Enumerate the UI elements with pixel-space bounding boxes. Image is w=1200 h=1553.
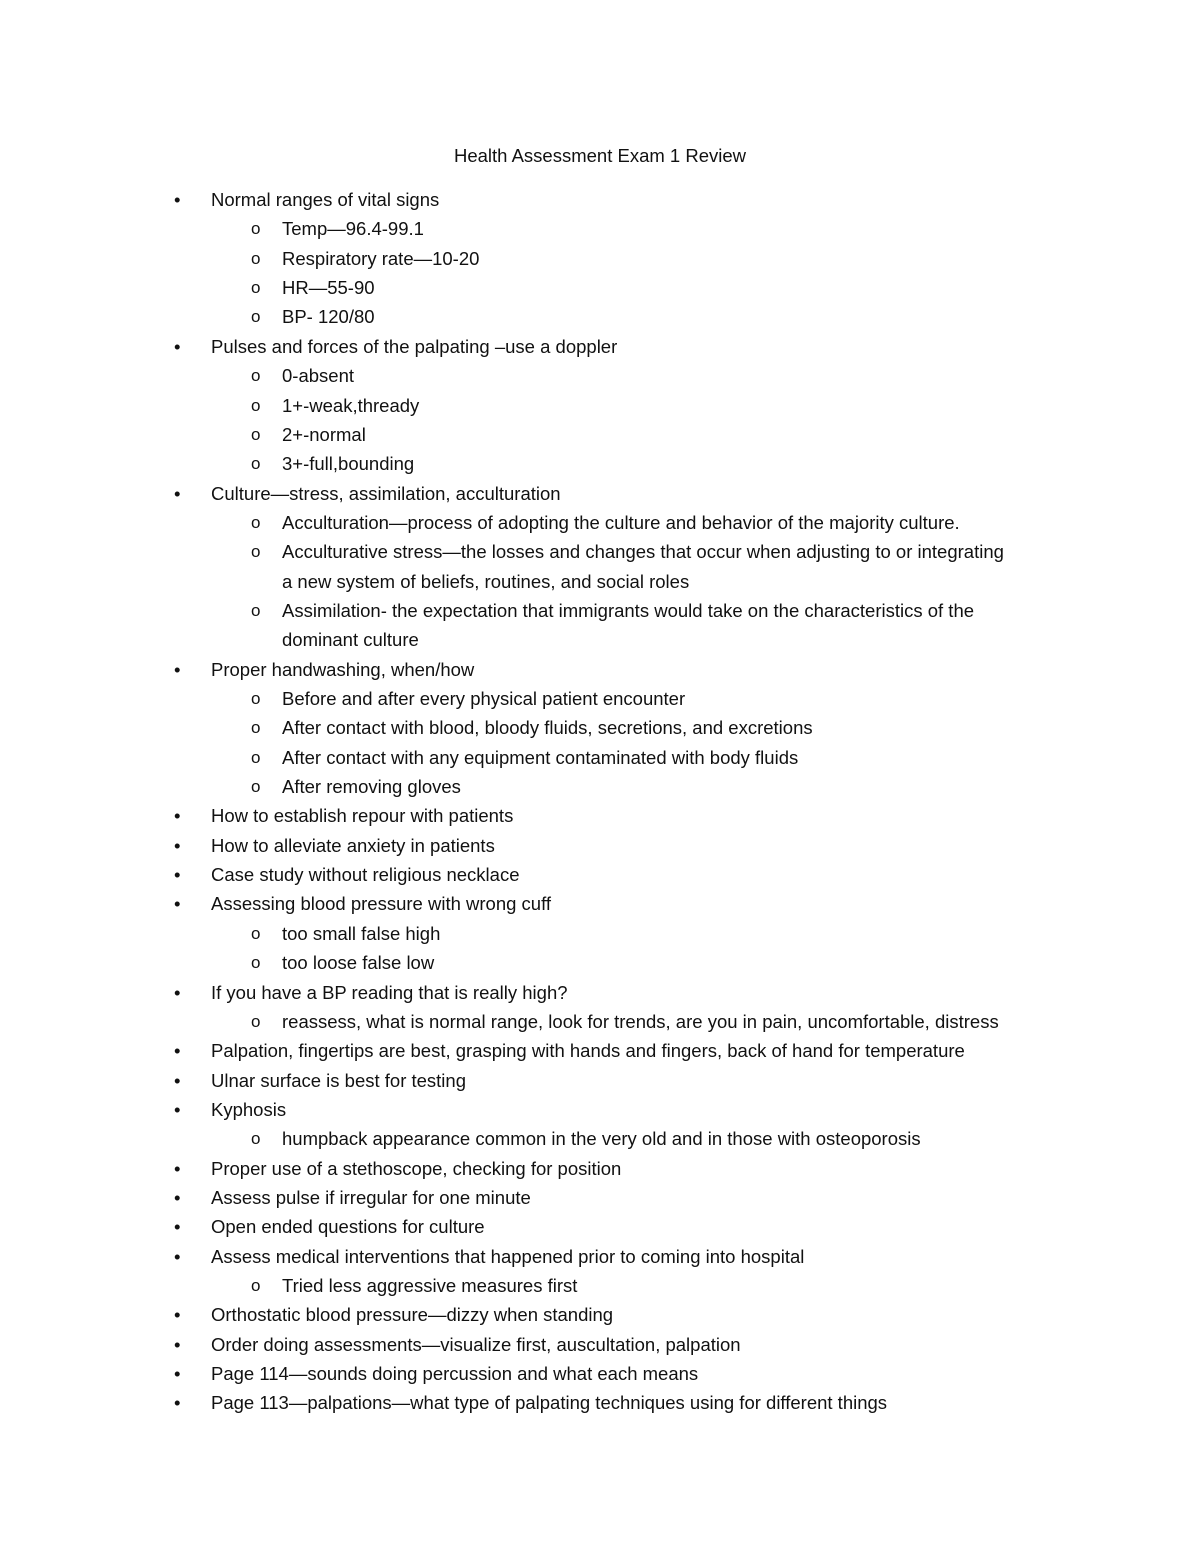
bullet-marker: •	[174, 482, 181, 504]
bullet-marker: •	[174, 1304, 181, 1326]
sub-bullet-marker: o	[251, 600, 261, 620]
item-text: Assimilation- the expectation that immigrants would take on the characteristics of the	[282, 599, 975, 621]
item-text: Before and after every physical patient encounter	[282, 688, 686, 709]
bullet-marker: •	[174, 1216, 181, 1238]
item-text: How to alleviate anxiety in patients	[211, 834, 495, 856]
item-text: Temp—96.4-99.1	[282, 218, 424, 240]
sub-bullet-marker: o	[251, 1011, 261, 1031]
bullet-marker: •	[174, 805, 181, 827]
item-text: reassess, what is normal range, look for trends, are you in pain, uncomfortable, distress	[282, 1010, 999, 1032]
bullet-marker: •	[174, 1363, 181, 1384]
item-text: Page 114—sounds doing percussion and what each means	[211, 1363, 699, 1384]
sub-bullet-marker: o	[251, 278, 261, 298]
bullet-marker: •	[174, 189, 181, 210]
item-text: Order doing assessments—visualize first, auscultation, palpation	[211, 1333, 741, 1355]
item-text: 1+-weak,thready	[282, 394, 420, 416]
sub-bullet-marker: o	[251, 454, 261, 474]
item-text: Case study without religious necklace	[211, 864, 520, 886]
bullet-marker: •	[174, 1245, 181, 1267]
sub-bullet-marker: o	[251, 395, 261, 415]
item-text: Assessing blood pressure with wrong cuff	[211, 893, 552, 915]
item-text: Proper handwashing, when/how	[211, 658, 475, 680]
item-text: 2+-normal	[282, 423, 366, 445]
sub-bullet-marker: o	[251, 307, 261, 327]
item-text: 3+-full,bounding	[282, 453, 415, 475]
item-text: After removing gloves	[282, 776, 461, 797]
bullet-marker: •	[174, 1098, 181, 1120]
sub-bullet-marker: o	[251, 718, 261, 738]
sub-bullet-marker: o	[251, 542, 261, 562]
sub-bullet-marker: o	[251, 366, 261, 386]
item-text: too small false high	[282, 922, 441, 944]
item-text: Culture—stress, assimilation, acculturation	[211, 482, 561, 504]
sub-bullet-marker: o	[251, 689, 261, 708]
bullet-marker: •	[174, 1333, 181, 1355]
item-text: Acculturative stress—the losses and changes that occur when adjusting to or integrating	[282, 541, 1004, 563]
item-text: humpback appearance common in the very old and in those with osteoporosis	[282, 1128, 921, 1150]
item-text: Normal ranges of vital signs	[211, 189, 440, 210]
item-text: After contact with any equipment contaminated with body fluids	[282, 746, 799, 768]
sub-bullet-marker: o	[251, 248, 261, 268]
item-text: Ulnar surface is best for testing	[211, 1069, 466, 1091]
item-text: HR—55-90	[282, 277, 375, 299]
sub-bullet-marker: o	[251, 512, 261, 532]
item-text: If you have a BP reading that is really high?	[211, 981, 568, 1003]
item-text: Assess medical interventions that happened prior to coming into hospital	[211, 1245, 805, 1267]
bullet-marker: •	[174, 1069, 181, 1091]
item-text: Palpation, fingertips are best, grasping with hands and fingers, back of hand for temperature	[211, 1040, 965, 1062]
bullet-marker: •	[174, 834, 181, 856]
sub-bullet-marker: o	[251, 747, 261, 767]
item-text: Tried less aggressive measures first	[282, 1275, 578, 1296]
bullet-marker: •	[174, 1392, 181, 1414]
item-text: dominant culture	[282, 629, 419, 651]
bullet-marker: •	[174, 864, 181, 886]
sub-bullet-marker: o	[251, 777, 261, 796]
document-title: Health Assessment Exam 1 Review	[453, 145, 746, 166]
bullet-marker: •	[174, 1186, 181, 1208]
bullet-marker: •	[174, 981, 181, 1003]
item-text: Open ended questions for culture	[211, 1216, 485, 1238]
sub-bullet-marker: o	[251, 1129, 261, 1149]
sub-bullet-marker: o	[251, 953, 261, 973]
item-text: 0-absent	[282, 365, 354, 387]
item-text: Assess pulse if irregular for one minute	[211, 1186, 531, 1208]
item-text: Kyphosis	[211, 1098, 287, 1120]
sub-bullet-marker: o	[251, 1276, 261, 1295]
sub-bullet-marker: o	[251, 424, 261, 444]
item-text: Acculturation—process of adopting the culture and behavior of the majority culture.	[282, 511, 960, 533]
bullet-marker: •	[174, 335, 181, 357]
item-text: BP- 120/80	[282, 306, 375, 328]
sub-bullet-marker: o	[251, 219, 261, 239]
item-text: Proper use of a stethoscope, checking for position	[211, 1157, 622, 1179]
sub-bullet-marker: o	[251, 923, 261, 943]
item-text: Page 113—palpations—what type of palpating techniques using for different things	[211, 1392, 888, 1414]
bullet-marker: •	[174, 658, 181, 680]
item-text: Pulses and forces of the palpating –use a doppler	[211, 335, 618, 357]
bullet-marker: •	[174, 1157, 181, 1179]
item-text: After contact with blood, bloody fluids, secretions, and excretions	[282, 717, 813, 739]
item-text: too loose false low	[282, 952, 435, 974]
bullet-marker: •	[174, 1040, 181, 1062]
item-text: a new system of beliefs, routines, and social roles	[282, 570, 690, 592]
bullet-marker: •	[174, 893, 181, 915]
item-text: Orthostatic blood pressure—dizzy when standing	[211, 1304, 614, 1326]
item-text: How to establish repour with patients	[211, 805, 514, 827]
item-text: Respiratory rate—10-20	[282, 247, 480, 269]
